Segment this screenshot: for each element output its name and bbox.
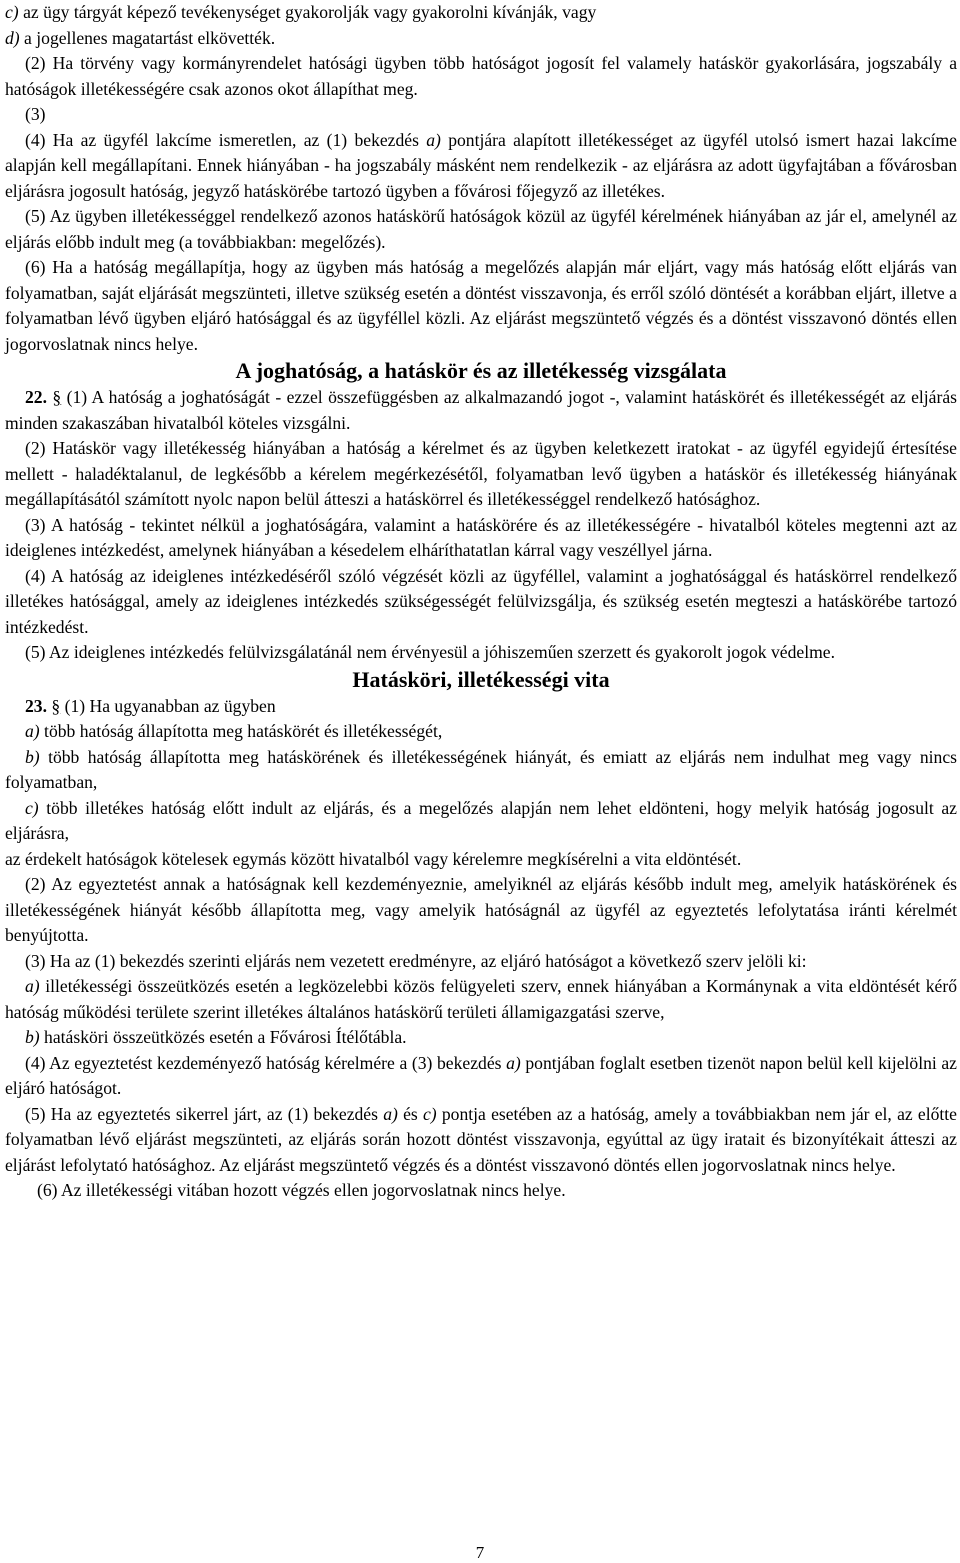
text-run: (5) Ha az egyeztetés sikerrel járt, az (1) bekezdés — [25, 1103, 384, 1124]
paragraph-21-6: (6) Ha a hatóság megállapítja, hogy az ügyben más hatóság a megelőzés alapján már eljárt, vagy más hatóság előtt eljárás van folyamatban, saját eljárását megszünteti, illetve szükség esetén a döntést visszavonja, és erről szóló döntését a korábban eljárt, illetve a folyamatban lévő ügyben eljáró hatósággal és az ügyféllel közli. Az eljárást megszüntető végzés és a döntést visszavonó döntés ellen jogorvoslatnak nincs helye. — [5, 257, 957, 354]
page-number: 7 — [475, 1543, 485, 1562]
item-text-d: a jogellenes magatartást elkövették. — [19, 27, 276, 48]
point-reference: a) — [506, 1052, 521, 1073]
point-reference: a) — [383, 1103, 398, 1124]
item-label-b: b) — [25, 1027, 40, 1047]
section-sign: § — [51, 695, 61, 716]
document-page — [5, 0, 957, 1204]
item-label-b: b) — [25, 746, 40, 767]
point-23-3-a — [5, 974, 957, 1025]
text-run: pontjában foglalt esetben tizenöt napon belül kell kijelölni az eljáró hatóságot. — [5, 1052, 957, 1098]
section-sign: § — [52, 387, 62, 407]
paragraph-23-6: (6) Az illetékességi vitában hozott végzés ellen jogorvoslatnak nincs helye. — [37, 1180, 566, 1200]
item-text-a: több hatóság állapította meg hatáskörét és illetékességét, — [39, 721, 443, 741]
section-number-23: 23. — [25, 695, 47, 716]
text-run: pontja esetében az a hatóság, amely a továbbiakban nem jár el, az előtte folyamatban lévő eljárást megszünteti, az eljárás során hozott döntést visszavonja, egyúttal az ügy iratait és bizonyítékait átteszi az eljárást lefolytató hatósághoz. Az eljárást megszüntető végzés és a döntést visszavonó döntés ellen jogorvoslatnak nincs helye. — [5, 1103, 957, 1175]
item-label-a: a) — [25, 721, 40, 741]
item-text-b: több hatóság állapította meg hatáskörének és illetékességének hiányát, és emiatt az eljárás nem indulhat meg vagy nincs folyamatban, — [5, 746, 957, 792]
point-23-1-c — [5, 796, 957, 847]
clause-c — [5, 0, 957, 26]
text-run: (4) Ha az ügyfél lakcíme ismeretlen, az (1) bekezdés — [25, 129, 427, 150]
section-heading-dispute: Hatásköri, illetékességi vita — [352, 666, 610, 692]
item-text-c: az ügy tárgyát képező tevékenységet gyakorolják vagy gyakorolni kívánják, vagy — [18, 2, 597, 22]
paragraph-23-4 — [5, 1051, 957, 1102]
paragraph-23-5 — [5, 1102, 957, 1179]
text-run: (1) Ha ugyanabban az ügyben — [60, 695, 276, 716]
paragraph-22-1 — [5, 385, 957, 436]
item-label-d: d) — [5, 27, 20, 48]
item-text-a: illetékességi összeütközés esetén a legközelebbi közös felügyeleti szerv, ennek hiányában a Kormánynak a vita eldöntését kérő hatóság működési területe szerint illetékes általános hatáskörű területi államigazgatási szerve, — [5, 976, 957, 1022]
text-run: pontjára alapított illetékességet az ügyfél utolsó ismert hazai lakcíme alapján kell megállapítani. Ennek hiányában - ha jogszabály másként nem rendelkezik - az eljárásra az adott ügyfajtában a fővárosban eljárásra jogosult hatóság, jegyző hatáskörébe tartozó ügyben a fővárosi főjegyző az illetékes. — [5, 129, 957, 201]
item-text-b: hatásköri összeütközés esetén a Fővárosi Ítélőtábla. — [39, 1027, 407, 1047]
item-label-c: c) — [5, 2, 19, 22]
item-label-a: a) — [25, 976, 40, 996]
clause-d — [5, 26, 957, 52]
point-reference: c) — [422, 1103, 437, 1124]
paragraph-22-5: (5) Az ideiglenes intézkedés felülvizsgálatánál nem érvényesül a jóhiszeműen szerzett és gyakorolt jogok védelme. — [25, 642, 835, 662]
paragraph-21-3: (3) — [25, 104, 46, 124]
paragraph-21-5: (5) Az ügyben illetékességgel rendelkező azonos hatáskörű hatóságok közül az ügyfél kérelmének hiányában az jár el, amelynél az eljárás előbb indult meg (a továbbiakban: megelőzés). — [5, 206, 957, 252]
item-text-c: több illetékes hatóság előtt indult az eljárás, és a megelőzés alapján nem lehet eldönteni, hogy melyik hatóság jogosult az eljárásra, — [5, 797, 957, 843]
item-label-c: c) — [25, 797, 39, 818]
paragraph-22-3: (3) A hatóság - tekintet nélkül a joghatóságára, valamint a hatáskörére és az illetékességére - hivatalból köteles megtenni azt az ideiglenes intézkedést, amelynek hiányában a késedelem elháríthatatlan kárral vagy veszéllyel járna. — [5, 514, 957, 560]
point-reference: a) — [426, 129, 441, 150]
paragraph-23-1-closing: az érdekelt hatóságok kötelesek egymás között hivatalból vagy kérelemre megkísérelni a vita eldöntését. — [5, 848, 742, 869]
paragraph-23-2: (2) Az egyeztetést annak a hatóságnak kell kezdeményeznie, amelyiknél az eljárás később indult meg, amelyik hatáskörének és illetékességének hiányát később állapította meg, vagy amelyik hatóságnál az ügyfél az egyeztetés lefolytatása iránti kérelmét benyújtotta. — [5, 874, 957, 945]
paragraph-23-1 — [5, 694, 957, 720]
text-run: (4) Az egyeztetést kezdeményező hatóság kérelmére a (3) bekezdés — [25, 1052, 507, 1073]
paragraph-22-2: (2) Hatáskör vagy illetékesség hiányában a hatóság a kérelmet és az ügyben keletkezett iratokat - az ügyfél egyidejű értesítése mellett - haladéktalanul, de legkésőbb a kérelem megérkezésétől, folyamatban levő ügyben a hatáskör és illetékesség hiányának megállapításától számított nyolc napon belül átteszi a hatáskörrel és illetékességgel rendelkező hatósághoz. — [5, 438, 957, 509]
point-23-1-a — [5, 719, 957, 745]
text-run: (1) A hatóság a joghatóságát - ezzel összefüggésben az alkalmazandó jogot -, valamint hatáskörét és illetékességét az eljárás minden szakaszában hivatalból köteles vizsgálni. — [5, 387, 958, 433]
point-23-1-b — [5, 745, 957, 796]
paragraph-21-2: (2) Ha törvény vagy kormányrendelet hatósági ügyben több hatóságot jogosít fel valamely hatáskör gyakorlására, jogszabály a hatóságok illetékességére csak azonos okot állapíthat meg. — [5, 53, 957, 99]
text-run: és — [397, 1103, 423, 1124]
paragraph-22-4: (4) A hatóság az ideiglenes intézkedéséről szóló végzését közli az ügyféllel, valamint a joghatósággal és hatáskörrel rendelkező illetékes hatósággal, amely az ideiglenes intézkedés szükségességét felülvizsgálja, és szükség esetén megteszi a hatáskörébe tartozó intézkedést. — [5, 565, 957, 637]
section-number-22: 22. — [25, 387, 47, 407]
point-23-3-b — [5, 1025, 957, 1051]
paragraph-23-3: (3) Ha az (1) bekezdés szerinti eljárás nem vezetett eredményre, az eljáró hatóságot a következő szerv jelöli ki: — [25, 950, 807, 971]
section-heading-jurisdiction: A joghatóság, a hatáskör és az illetékesség vizsgálata — [235, 358, 727, 383]
paragraph-21-4 — [5, 128, 957, 205]
